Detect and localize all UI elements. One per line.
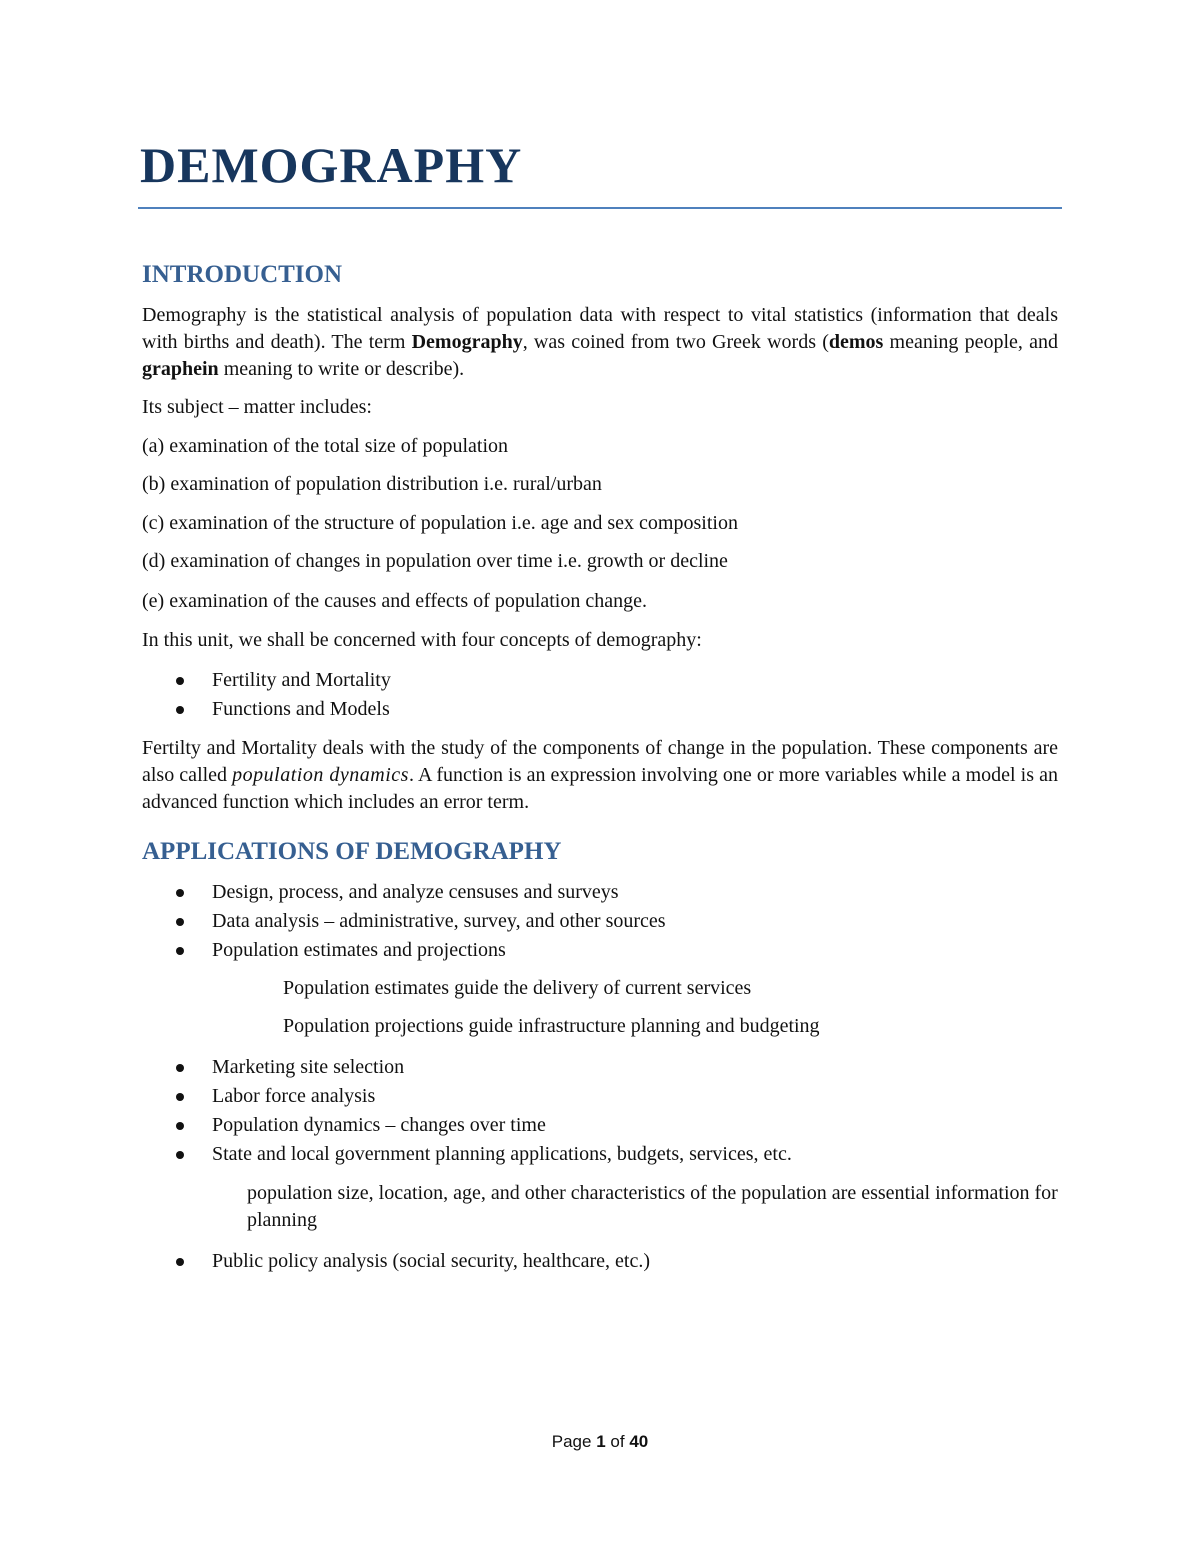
bullet-icon <box>176 889 184 897</box>
list-item-text: Design, process, and analyze censuses and surveys <box>212 881 619 903</box>
bullet-icon <box>176 1258 184 1266</box>
sub-item-projections: Population projections guide infrastructure planning and budgeting <box>283 1015 820 1037</box>
list-item-text: Fertility and Mortality <box>212 669 391 691</box>
applications-list-2 <box>142 1053 1058 1169</box>
intro-text-3: meaning people, and <box>883 331 1058 353</box>
bullet-icon <box>176 706 184 714</box>
list-item <box>142 1140 1058 1169</box>
list-item <box>142 878 1058 907</box>
intro-text-1: Demography is the statistical analysis of population data with respect to vital statistics (information that deals with births and death). The term <box>142 304 1058 353</box>
bullet-icon <box>176 947 184 955</box>
list-item-text: State and local government planning applications, budgets, services, etc. <box>212 1143 792 1165</box>
intro-text-4: meaning to write or describe). <box>218 358 465 380</box>
list-item-text: Functions and Models <box>212 698 390 720</box>
bullet-icon <box>176 1151 184 1159</box>
list-item-text: Marketing site selection <box>212 1056 405 1078</box>
applications-list-1 <box>142 878 1058 965</box>
subject-item-b: (b) examination of population distribution i.e. rural/urban <box>142 473 602 495</box>
list-item <box>142 907 1058 936</box>
concepts-list <box>142 666 1058 724</box>
title-underline <box>138 207 1062 209</box>
document-title: DEMOGRAPHY <box>140 137 523 193</box>
subject-item-c: (c) examination of the structure of population i.e. age and sex composition <box>142 512 738 534</box>
footer-page-total: 40 <box>629 1432 649 1451</box>
sub-item-planning: population size, location, age, and other characteristics of the population are essential information for planning <box>247 1182 1058 1231</box>
subject-item-e: (e) examination of the causes and effects of population change. <box>142 590 647 612</box>
list-item <box>142 1082 1058 1111</box>
subject-item-d: (d) examination of changes in population over time i.e. growth or decline <box>142 550 728 572</box>
intro-paragraph <box>142 302 1058 383</box>
applications-heading: APPLICATIONS OF DEMOGRAPHY <box>142 838 562 865</box>
bullet-icon <box>176 677 184 685</box>
applications-list-3 <box>142 1247 1058 1276</box>
unit-intro: In this unit, we shall be concerned with four concepts of demography: <box>142 629 702 651</box>
intro-bold-demography: Demography <box>411 331 523 353</box>
list-item-text: Population dynamics – changes over time <box>212 1114 546 1136</box>
list-item <box>142 936 1058 965</box>
subject-intro: Its subject – matter includes: <box>142 396 372 418</box>
list-item <box>142 666 1058 695</box>
page-footer <box>0 1432 1200 1452</box>
bullet-icon <box>176 1093 184 1101</box>
bullet-icon <box>176 1064 184 1072</box>
intro-text-2: , was coined from two Greek words ( <box>522 331 829 353</box>
dynamics-text-2: . A function is an expression involving one or more variables while a model is an advanced function which includes an error term. <box>142 764 1058 813</box>
subject-item-a: (a) examination of the total size of population <box>142 435 508 457</box>
footer-page-word: Page <box>551 1432 592 1451</box>
bullet-icon <box>176 918 184 926</box>
list-item-text: Population estimates and projections <box>212 939 506 961</box>
list-item <box>142 695 1058 724</box>
footer-page-number: 1 <box>596 1432 606 1451</box>
list-item-text: Public policy analysis (social security, healthcare, etc.) <box>212 1250 650 1272</box>
introduction-heading: INTRODUCTION <box>142 261 343 288</box>
dynamics-italic: population dynamics <box>232 764 409 786</box>
list-item-text: Data analysis – administrative, survey, and other sources <box>212 910 666 932</box>
dynamics-paragraph <box>142 735 1058 816</box>
intro-bold-graphein: graphein <box>142 358 219 380</box>
list-item-text: Labor force analysis <box>212 1085 376 1107</box>
footer-of-word: of <box>610 1432 625 1451</box>
sub-item-estimates: Population estimates guide the delivery of current services <box>283 977 752 999</box>
intro-bold-demos: demos <box>828 331 884 353</box>
list-item <box>142 1247 1058 1276</box>
list-item <box>142 1053 1058 1082</box>
bullet-icon <box>176 1122 184 1130</box>
list-item <box>142 1111 1058 1140</box>
dynamics-text-1: Fertilty and Mortality deals with the study of the components of change in the population. These components are also called <box>142 737 1058 786</box>
